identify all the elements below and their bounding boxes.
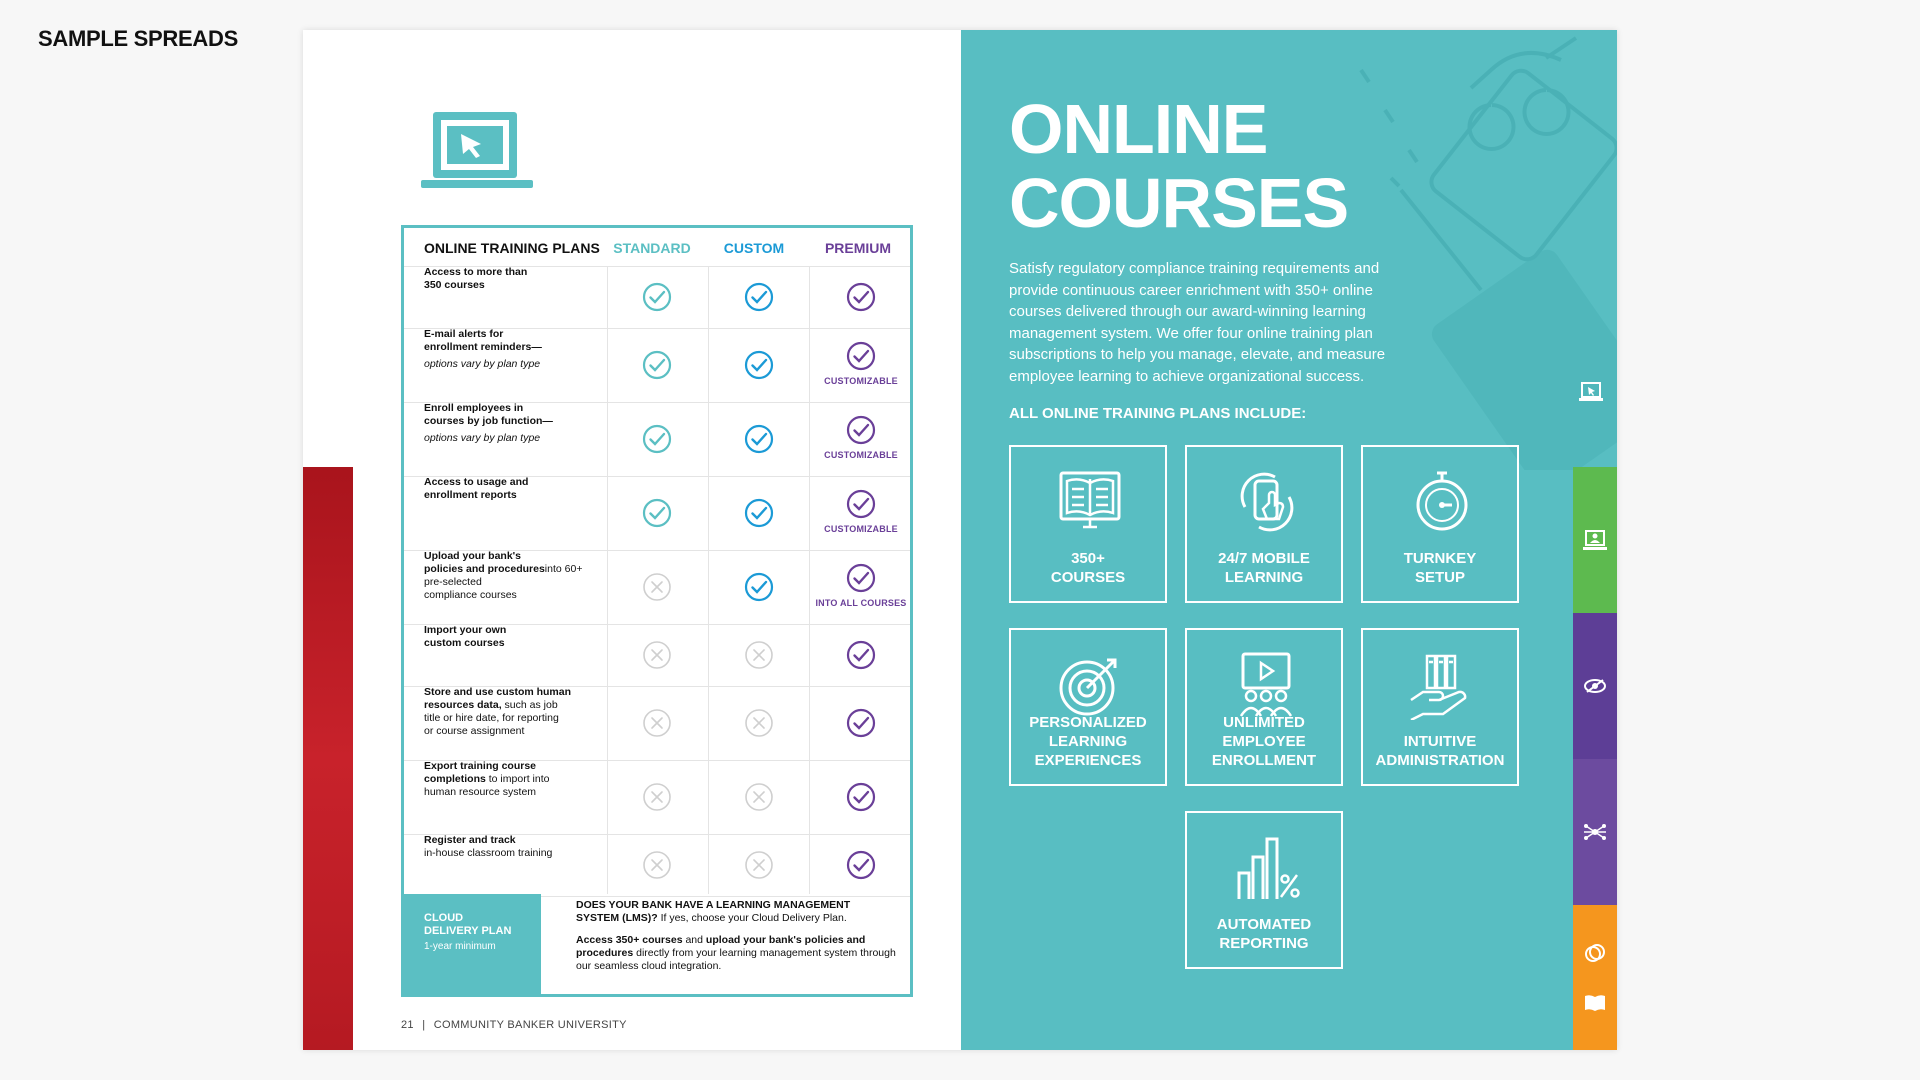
header-premium: PREMIUM [824,240,892,256]
feature-plain-text: into 60+ pre-selected compliance courses [424,563,583,601]
page-number: 21 [401,1019,414,1031]
cloud-question-text: If yes, choose your Cloud Delivery Plan. [657,912,847,924]
feature-cell [424,266,594,292]
check-icon [744,350,774,380]
feature-box [1361,628,1519,786]
cross-icon [744,640,774,670]
cloud-delivery-plan-box [404,894,541,994]
feature-bold-text: Upload your bank's policies and procedures [424,550,545,575]
check-icon [846,415,876,445]
feature-bold-text: Enroll employees in courses by job function— [424,402,553,427]
feature-box [1009,628,1167,786]
feature-box [1009,445,1167,603]
check-icon [846,489,876,519]
table-row [404,834,910,897]
cross-icon [744,708,774,738]
table-row [404,550,910,625]
cross-icon [642,850,672,880]
table-row [404,476,910,551]
premium-note: CUSTOMIZABLE [824,450,898,460]
premium-note: CUSTOMIZABLE [824,376,898,386]
premium-note: INTO ALL COURSES [815,598,907,608]
check-icon [642,424,672,454]
check-icon [846,563,876,593]
cloud-access-text: Access 350+ courses [576,934,683,946]
feature-box [1185,811,1343,969]
check-icon [846,341,876,371]
publication-name: COMMUNITY BANKER UNIVERSITY [433,1019,627,1031]
feature-note-text: options vary by plan type [424,432,541,444]
left-page [303,30,961,1050]
check-icon [744,424,774,454]
feature-cell [424,402,594,445]
feature-bold-text: Import your own custom courses [424,624,507,649]
check-icon [846,708,876,738]
feature-plain-text: such as job title or hire date, for reporting or course assignment [424,699,559,737]
feature-box [1361,445,1519,603]
feature-label: 350+ COURSES [1050,550,1126,586]
laptop-cursor-icon [421,110,533,192]
sample-spreads-label: SAMPLE SPREADS [38,26,238,51]
cross-icon [642,782,672,812]
feature-plain-text: in-house classroom training [424,847,553,859]
tab-online-courses[interactable] [1573,467,1617,613]
check-icon [744,282,774,312]
check-icon [744,572,774,602]
table-row [404,624,910,687]
cross-icon [744,850,774,880]
book-monitor-icon [1055,467,1125,537]
includes-heading: ALL ONLINE TRAINING PLANS INCLUDE: [1009,405,1307,422]
feature-label: PERSONALIZED LEARNING EXPERIENCES [1029,714,1147,769]
cross-icon [642,640,672,670]
bar-percent-icon [1231,833,1301,903]
section-tabs [1573,467,1617,1050]
check-icon [642,350,672,380]
feature-box [1185,628,1343,786]
header-standard: STANDARD [613,240,691,256]
feature-note-text: options vary by plan type [424,358,541,370]
page-footer [401,1019,627,1031]
feature-bold-text: Store and use custom human resources data, [424,686,572,711]
feature-label: UNLIMITED EMPLOYEE ENROLLMENT [1211,714,1317,769]
feature-cell [424,834,594,860]
brochure-spread [303,30,1617,1050]
target-icon [1055,650,1125,720]
check-icon [846,640,876,670]
online-training-plans-table [401,225,913,997]
table-row [404,686,910,761]
table-row [404,328,910,403]
premium-note: CUSTOMIZABLE [824,524,898,534]
right-page [961,30,1617,1050]
check-icon [642,498,672,528]
laptop-person-icon [1583,528,1607,552]
feature-bold-text: Register and track [424,834,516,846]
cloud-plan-subtitle: 1-year minimum [424,941,496,952]
cross-icon [744,782,774,812]
feature-cell [424,686,594,738]
page-title [1009,92,1348,240]
check-icon [846,850,876,880]
check-icon [846,782,876,812]
feature-label: INTUITIVE ADMINISTRATION [1375,733,1505,769]
laptop-icon [1579,382,1603,402]
feature-box [1185,445,1343,603]
feature-cell [424,328,594,371]
table-header-row [404,228,910,267]
feature-bold-text: Access to more than 350 courses [424,266,528,291]
header-feature: ONLINE TRAINING PLANS [424,240,600,256]
feature-plain-text: to import into human resource system [424,773,550,798]
red-side-strip [303,467,353,1050]
table-row [404,402,910,477]
open-book-icon [1583,991,1607,1015]
tab-section-3[interactable] [1573,759,1617,905]
cloud-and-text: and [682,934,706,946]
feature-bold-text: Access to usage and enrollment reports [424,476,529,501]
title-line-2: COURSES [1009,164,1349,242]
feature-cell [424,624,594,650]
stopwatch-icon [1407,467,1477,537]
tab-section-4[interactable] [1573,905,1617,1050]
network-icon [1583,820,1607,844]
cloud-integration-text: directly from your learning management system through our seamless cloud integration. [576,947,896,972]
tab-section-2[interactable] [1573,613,1617,759]
check-icon [744,498,774,528]
cross-icon [642,708,672,738]
intro-paragraph: Satisfy regulatory compliance training requirements and provide continuous career enrichment with 350+ online courses delivered through our award-winning learning management system. We offer four online training plan subscriptions to help you manage, elevate, and measure employee learning to achieve organizational success. [1009,260,1386,385]
hand-books-icon [1407,650,1477,720]
desk-illustration-icon [1341,30,1617,470]
feature-label: AUTOMATED REPORTING [1216,916,1312,952]
cloud-plan-description [576,899,896,982]
feature-cell [424,550,594,602]
feature-label: 24/7 MOBILE LEARNING [1218,550,1310,586]
cloud-upload-text: upload your bank's policies and procedures [576,934,866,959]
handshake-icon [1583,941,1607,965]
feature-bold-text: E-mail alerts for enrollment reminders— [424,328,542,353]
check-icon [642,282,672,312]
feature-bold-text: Export training course completions [424,760,537,785]
check-icon [846,282,876,312]
header-custom: CUSTOM [723,240,785,256]
table-row [404,760,910,835]
cloud-question: DOES YOUR BANK HAVE A LEARNING MANAGEMENT SYSTEM (LMS)? [576,899,851,924]
group-video-icon [1231,650,1301,720]
feature-label: TURNKEY SETUP [1403,550,1477,586]
feature-cell [424,760,594,799]
footer-separator: | [422,1019,426,1031]
feature-cell [424,476,594,502]
eye-icon [1583,674,1607,698]
mobile-touch-icon [1231,467,1301,537]
cross-icon [642,572,672,602]
table-row [404,266,910,329]
cloud-plan-title: CLOUD DELIVERY PLAN [424,912,512,937]
title-line-1: ONLINE [1009,90,1268,168]
